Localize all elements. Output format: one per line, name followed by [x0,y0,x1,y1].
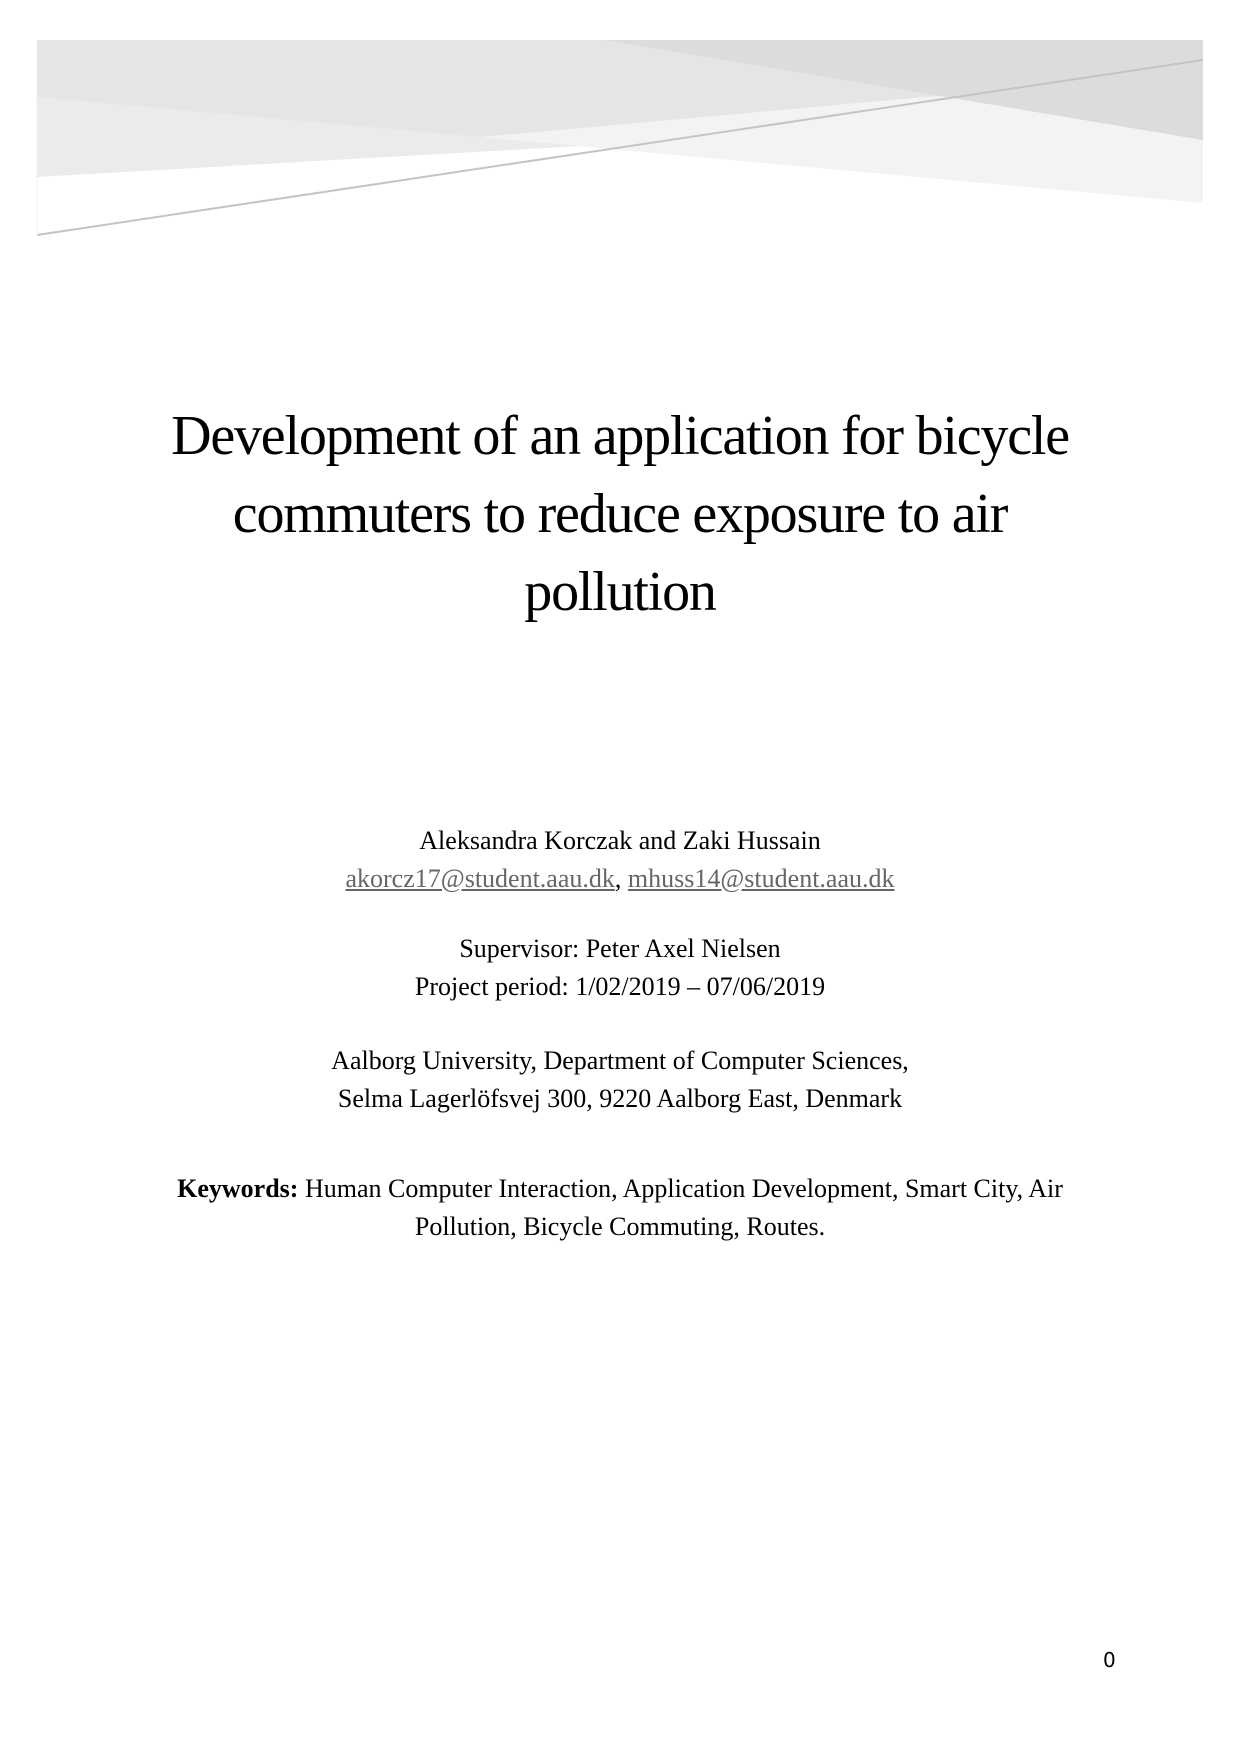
keywords-line-2: Pollution, Bicycle Commuting, Routes. [414,1212,826,1241]
author-names: Aleksandra Korczak and Zaki Hussain [419,826,821,855]
header-decorative-graphic [0,0,1240,260]
email-link-korczak[interactable]: akorcz17@student.aau.dk [345,864,615,893]
author-emails [0,860,1240,898]
project-period-line: Project period: 1/02/2019 – 07/06/2019 [414,972,826,1001]
affiliation-line-1: Aalborg University, Department of Computer Sciences, [331,1046,909,1075]
supervisor-line: Supervisor: Peter Axel Nielsen [459,934,781,963]
document-title [0,397,1240,631]
keywords-label: Keywords: [177,1174,299,1203]
affiliation-line-2: Selma Lagerlöfsvej 300, 9220 Aalborg East, Denmark [337,1084,903,1113]
keywords-text-1: Human Computer Interaction, Application Development, Smart City, Air [298,1174,1063,1203]
title-line-2: commuters to reduce exposure to air [232,483,1008,545]
keywords-block [0,1170,1240,1246]
title-line-1: Development of an application for bicycle [171,405,1069,467]
email-link-hussain[interactable]: mhuss14@student.aau.dk [627,864,895,893]
keywords-line-1 [0,1170,1240,1208]
email-separator: , [614,864,628,893]
authors-block [0,822,1240,898]
page-number: 0 [1103,1648,1116,1672]
title-line-3: pollution [524,561,716,623]
affiliation-block [0,1042,1240,1118]
supervision-block [0,930,1240,1006]
